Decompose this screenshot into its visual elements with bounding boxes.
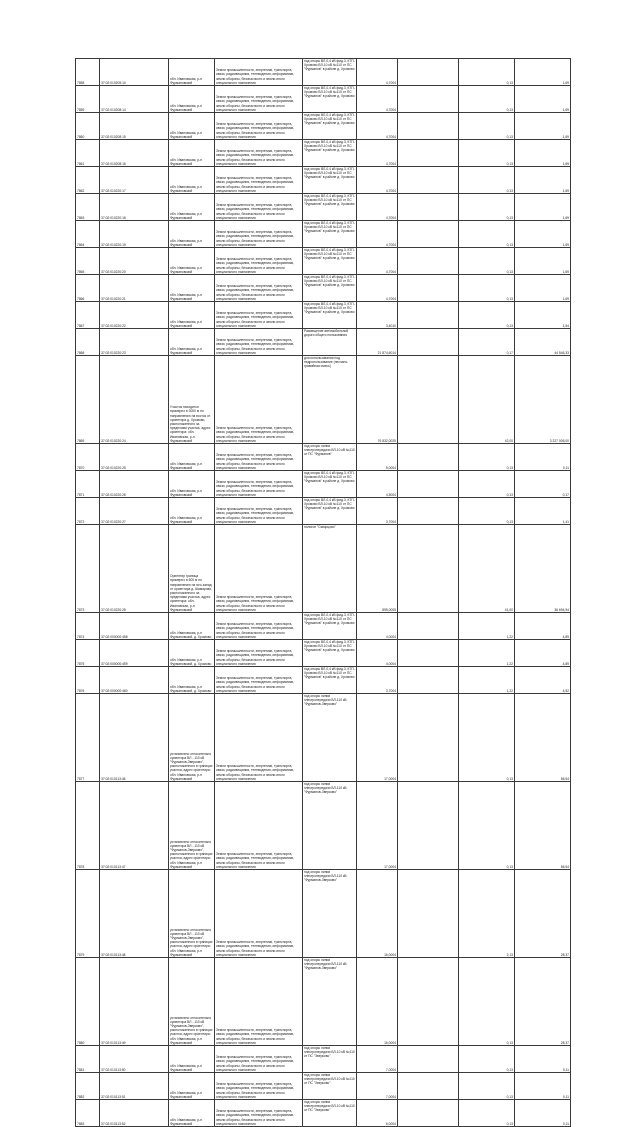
row-number-cell: 7868 [76,329,100,356]
amount-cell: 1,69 [515,167,571,194]
area-cell: 4,7004 [357,140,398,167]
permitted-use-cell: под опоры ВЛ-0,4 кВ фид.3, КТП-Хромово ВЛ-10 кВ №110 от ПС "Фурманов" в районе д. Хромово [303,140,357,167]
area-cell: 5,0004 [357,444,398,471]
area-cell: 3,7004 [357,667,398,694]
address-cell: обл. Ивановская, р-н Фурмановский [169,471,215,498]
cadastral-number-cell: 37:02:010113:48 [100,870,169,958]
rate-cell: 0,13 [459,498,515,525]
land-parcels-table [75,58,571,1127]
area-cell: 4,7004 [357,194,398,221]
table-body [76,59,571,1127]
row-number-cell: 7860 [76,113,100,140]
land-category-cell: Земли промышленности, энергетики, транспорта, связи, радиовещания, телевидения, информатики, земли обороны, безопасности и земли иного специального назначения [215,275,303,302]
land-category-cell: Земли промышленности, энергетики, транспорта, связи, радиовещания, телевидения, информатики, земли обороны, безопасности и земли иного специального назначения [215,221,303,248]
area-cell: 21 874,6014 [357,329,398,356]
empty-cell [398,1046,459,1073]
empty-cell [398,1100,459,1127]
land-category-cell: Земли промышленности, энергетики, транспорта, связи, радиовещания, телевидения, информатики, земли обороны, безопасности и земли иного специального назначения [215,1073,303,1100]
rate-cell: 0,13 [459,694,515,782]
cadastral-number-cell: 37:02:010220:17 [100,167,169,194]
area-cell: 16,0004 [357,958,398,1046]
rate-cell: 2,13 [459,870,515,958]
rate-cell: 0,13 [459,59,515,86]
rate-cell: 0,17 [459,329,515,356]
amount-cell: 56,54 [515,694,571,782]
land-category-cell: Земли промышленности, энергетики, транспорта, связи, радиовещания, телевидения, информатики, земли обороны, безопасности и земли иного специального назначения [215,167,303,194]
row-number-cell: 7862 [76,167,100,194]
permitted-use-cell: под опоры ВЛ-0,4 кВ фид.3, КТП-Хромово ВЛ-10 кВ №110 от ПС "Фурманов" в районе д. Хромово [303,498,357,525]
area-cell: 16,0004 [357,870,398,958]
cadastral-number-cell: 37:02:010220:20 [100,248,169,275]
amount-cell: 56,54 [515,782,571,870]
rate-cell: 0,13 [459,1073,515,1100]
row-number-cell: 7865 [76,248,100,275]
rate-cell: 0,13 [459,782,515,870]
table-row [76,275,571,302]
permitted-use-cell: под опоры ВЛ-0,4 кВ фид.3, КТП-Хромово ВЛ-10 кВ №110 от ПС "Фурманов" в районе д. Хромово [303,167,357,194]
table-row [76,471,571,498]
amount-cell: 3 227 005,00 [515,356,571,444]
address-cell: обл. Ивановская, р-н Фурмановский [169,194,215,221]
rate-cell: 41,00 [459,525,515,613]
rate-cell: 0,13 [459,248,515,275]
table-row [76,444,571,471]
land-category-cell: Земли промышленности, энергетики, транспорта, связи, радиовещания, телевидения, информатики, земли обороны, безопасности и земли иного специального назначения [215,59,303,86]
amount-cell: 28,37 [515,870,571,958]
cadastral-number-cell: 37:02:010220:27 [100,498,169,525]
table-row [76,302,571,329]
permitted-use-cell: под опоры ВЛ-0,4 кВ фид.3, КТП-Хромово ВЛ-10 кВ №110 от ПС "Фурманов" в районе д. Хромово [303,275,357,302]
empty-cell [398,498,459,525]
cadastral-number-cell: 37:02:000000:460 [100,667,169,694]
table-row [76,248,571,275]
permitted-use-cell: под опоры линии электропередачи ВЛ-10 кВ №110 от ПС "Зверково" [303,1073,357,1100]
cadastral-number-cell: 37:02:010220:24 [100,356,169,444]
row-number-cell: 7864 [76,221,100,248]
land-category-cell: Земли промышленности, энергетики, транспорта, связи, радиовещания, телевидения, информатики, земли обороны, безопасности и земли иного специального назначения [215,640,303,667]
address-cell: обл. Ивановская, р-н Фурмановский [169,329,215,356]
row-number-cell: 7859 [76,86,100,113]
area-cell: 3,4010 [357,302,398,329]
cadastral-number-cell: 37:02:000000:459 [100,640,169,667]
area-cell: 4,7004 [357,113,398,140]
empty-cell [398,444,459,471]
table-row [76,870,571,958]
area-cell: 4,7004 [357,86,398,113]
table-row [76,113,571,140]
land-category-cell: Земли промышленности, энергетики, транспорта, связи, радиовещания, телевидения, информатики, земли обороны, безопасности и земли иного специального назначения [215,471,303,498]
land-category-cell: Земли промышленности, энергетики, транспорта, связи, радиовещания, телевидения, информатики, земли обороны, безопасности и земли иного специального назначения [215,444,303,471]
address-cell: установлено относительно ориентира ВЛ - 110 кВ "Фурманов-Зверково", расположенного в границах участка, адрес ориентира: обл. Ивановская, р-н Фурмановский [169,694,215,782]
row-number-cell: 7875 [76,640,100,667]
table-row [76,1073,571,1100]
land-category-cell: Земли промышленности, энергетики, транспорта, связи, радиовещания, телевидения, информатики, земли обороны, безопасности и земли иного специального назначения [215,613,303,640]
table-row [76,1100,571,1127]
amount-cell: 1,69 [515,275,571,302]
amount-cell: 1,69 [515,59,571,86]
land-category-cell: Земли промышленности, энергетики, транспорта, связи, радиовещания, телевидения, информатики, земли обороны, безопасности и земли иного специального назначения [215,667,303,694]
rate-cell: 0,13 [459,1046,515,1073]
area-cell: 4,7004 [357,248,398,275]
address-cell: обл. Ивановская, р-н Фурмановский [169,59,215,86]
empty-cell [398,329,459,356]
table-row [76,329,571,356]
empty-cell [398,302,459,329]
amount-cell: 28,37 [515,958,571,1046]
amount-cell: 1,69 [515,221,571,248]
land-category-cell: Земли промышленности, энергетики, транспорта, связи, радиовещания, телевидения, информатики, земли обороны, безопасности и земли иного специального назначения [215,302,303,329]
empty-cell [398,167,459,194]
address-cell: обл. Ивановская, р-н Фурмановский [169,113,215,140]
row-number-cell: 7877 [76,694,100,782]
table-row [76,958,571,1046]
permitted-use-cell: под опоры линии электропередачи ВЛ-10 кВ №110 от ПС "Зверково" [303,1046,357,1073]
land-category-cell: Земли промышленности, энергетики, транспорта, связи, радиовещания, телевидения, информатики, земли обороны, безопасности и земли иного специального назначения [215,140,303,167]
area-cell: 6,0004 [357,1100,398,1127]
amount-cell: 1,69 [515,113,571,140]
land-category-cell: Земли промышленности, энергетики, транспорта, связи, радиовещания, телевидения, информатики, земли обороны, безопасности и земли иного специального назначения [215,958,303,1046]
rate-cell: 0,13 [459,221,515,248]
cadastral-number-cell: 37:02:010220:22 [100,302,169,329]
row-number-cell: 7879 [76,870,100,958]
table-row [76,640,571,667]
amount-cell: 4,52 [515,667,571,694]
cadastral-number-cell: 37:02:010220:28 [100,525,169,613]
land-category-cell: Земли промышленности, энергетики, транспорта, связи, радиовещания, телевидения, информатики, земли обороны, безопасности и земли иного специального назначения [215,1046,303,1073]
permitted-use-cell: под опоры ВЛ-0,4 кВ фид.3, КТП-Хромово ВЛ-10 кВ №110 от ПС "Фурманов" в районе д. Хромово [303,302,357,329]
amount-cell: 0,11 [515,1046,571,1073]
table-row [76,167,571,194]
empty-cell [398,525,459,613]
amount-cell: 1,69 [515,194,571,221]
address-cell: установлено относительно ориентира ВЛ - 110 кВ "Фурманов-Зверково", расположенного в границах участка, адрес ориентира: обл. Ивановская, р-н Фурмановский [169,958,215,1046]
cadastral-number-cell: 37:02:010208:14 [100,86,169,113]
table-row [76,667,571,694]
land-category-cell: Земли промышленности, энергетики, транспорта, связи, радиовещания, телевидения, информатики, земли обороны, безопасности и земли иного специального назначения [215,1100,303,1127]
land-category-cell: Земли промышленности, энергетики, транспорта, связи, радиовещания, телевидения, информатики, земли обороны, безопасности и земли иного специального назначения [215,525,303,613]
rate-cell: 0,13 [459,140,515,167]
rate-cell: 0,13 [459,471,515,498]
area-cell: 7,0004 [357,1073,398,1100]
amount-cell: 44 546,33 [515,329,571,356]
address-cell: обл. Ивановская, р-н Фурмановский, д. Хромово [169,640,215,667]
permitted-use-cell: под опоры ВЛ-0,4 кВ фид.3, КТП-Хромово ВЛ-10 кВ №110 от ПС "Фурманов" в районе д. Хромово [303,113,357,140]
row-number-cell: 7874 [76,613,100,640]
cadastral-number-cell: 37:02:010113:50 [100,1046,169,1073]
table-row [76,140,571,167]
permitted-use-cell: под опоры ВЛ-0,4 кВ фид.3, КТП-Хромово ВЛ-10 кВ №110 от ПС "Фурманов" в районе д. Хромово [303,613,357,640]
land-category-cell: Земли промышленности, энергетики, транспорта, связи, радиовещания, телевидения, информатики, земли обороны, безопасности и земли иного специального назначения [215,356,303,444]
permitted-use-cell: под опоры ВЛ-0,4 кВ фид.3, КТП-Хромово ВЛ-10 кВ №110 от ПС "Фурманов" в районе д. Хромово [303,248,357,275]
area-cell: 17,0004 [357,694,398,782]
rate-cell: 0,13 [459,958,515,1046]
amount-cell: 0,17 [515,471,571,498]
rate-cell: 0,13 [459,302,515,329]
permitted-use-cell: под опоры линии электропередачи ВЛ-110 кВ "Фурманов-Зверково" [303,870,357,958]
cadastral-number-cell: 37:02:010220:23 [100,329,169,356]
amount-cell: 1,41 [515,498,571,525]
cadastral-number-cell: 37:02:010113:49 [100,958,169,1046]
area-cell: 7,0004 [357,1046,398,1073]
permitted-use-cell: под опоры ВЛ-0,4 кВ фид.3, КТП-Хромово ВЛ-10 кВ №110 от ПС "Фурманов" в районе д. Хромово [303,667,357,694]
rate-cell: 0,13 [459,167,515,194]
empty-cell [398,140,459,167]
row-number-cell: 7880 [76,958,100,1046]
table-row [76,1046,571,1073]
area-cell: 4,7004 [357,275,398,302]
permitted-use-cell: под опоры линии электропередачи ВЛ-110 кВ "Фурманов-Зверково" [303,782,357,870]
cadastral-number-cell: 37:02:000000:458 [100,613,169,640]
address-cell: обл. Ивановская, р-н Фурмановский [169,86,215,113]
address-cell: обл. Ивановская, р-н Фурмановский [169,302,215,329]
rate-cell: 0,13 [459,444,515,471]
table-row [76,221,571,248]
permitted-use-cell: под опоры ВЛ-0,4 кВ фид.3, КТП-Хромово ВЛ-10 кВ №110 от ПС "Фурманов" в районе д. Хромово [303,59,357,86]
row-number-cell: 7881 [76,1046,100,1073]
amount-cell: 1,69 [515,140,571,167]
empty-cell [398,194,459,221]
permitted-use-cell: под опоры ВЛ-0,4 кВ фид.3, КТП-Хромово ВЛ-10 кВ №110 от ПС "Фурманов" в районе д. Хромово [303,86,357,113]
table-row [76,356,571,444]
cadastral-number-cell: 37:02:010113:51 [100,1073,169,1100]
address-cell: обл. Ивановская, р-н Фурмановский [169,167,215,194]
rate-cell: 0,13 [459,1100,515,1127]
empty-cell [398,86,459,113]
permitted-use-cell: под опоры линии электропередачи ВЛ-10 кВ №110 от ПС "Зверково" [303,1100,357,1127]
permitted-use-cell: под опоры линии электропередачи ВЛ-110 кВ "Фурманов-Зверково" [303,958,357,1046]
amount-cell: 0,11 [515,444,571,471]
address-cell: обл. Ивановская, р-н Фурмановский [169,1100,215,1127]
land-category-cell: Земли промышленности, энергетики, транспорта, связи, радиовещания, телевидения, информатики, земли обороны, безопасности и земли иного специального назначения [215,86,303,113]
land-category-cell: Земли промышленности, энергетики, транспорта, связи, радиовещания, телевидения, информатики, земли обороны, безопасности и земли иного специального назначения [215,248,303,275]
address-cell: установлено относительно ориентира ВЛ - 110 кВ "Фурманов-Зверково", расположенного в границах участка, адрес ориентира: обл. Ивановская, р-н Фурмановский [169,782,215,870]
empty-cell [398,870,459,958]
empty-cell [398,958,459,1046]
table-row [76,194,571,221]
row-number-cell: 7872 [76,498,100,525]
address-cell: обл. Ивановская, р-н Фурмановский [169,275,215,302]
cadastral-number-cell: 37:02:010208:15 [100,113,169,140]
address-cell: обл. Ивановская, р-н Фурмановский [169,444,215,471]
row-number-cell: 7866 [76,275,100,302]
table-row [76,613,571,640]
row-number-cell: 7869 [76,356,100,444]
row-number-cell: 7883 [76,1100,100,1127]
area-cell: 3,7004 [357,498,398,525]
cadastral-number-cell: 37:02:010113:46 [100,694,169,782]
address-cell: обл. Ивановская, р-н Фурмановский [169,498,215,525]
land-category-cell: Земли промышленности, энергетики, транспорта, связи, радиовещания, телевидения, информатики, земли обороны, безопасности и земли иного специального назначения [215,498,303,525]
empty-cell [398,59,459,86]
table-row [76,694,571,782]
address-cell: установлено относительно ориентира ВЛ - 110 кВ "Фурманов-Зверково", расположенного в границах участка, адрес ориентира: обл. Ивановская, р-н Фурмановский [169,870,215,958]
row-number-cell: 7870 [76,444,100,471]
amount-cell: 1,69 [515,248,571,275]
empty-cell [398,782,459,870]
permitted-use-cell: под опоры линии электропередачи ВЛ-10 кВ №110 от ПС "Фурманов" [303,444,357,471]
area-cell: 4,0004 [357,613,398,640]
cadastral-number-cell: 37:02:010113:52 [100,1100,169,1127]
amount-cell: 0,11 [515,1100,571,1127]
land-category-cell: Земли промышленности, энергетики, транспорта, связи, радиовещания, телевидения, информатики, земли обороны, безопасности и земли иного специального назначения [215,694,303,782]
permitted-use-cell: под опоры ВЛ-0,4 кВ фид.3, КТП-Хромово ВЛ-10 кВ №110 от ПС "Фурманов" в районе д. Хромово [303,471,357,498]
address-cell: обл. Ивановская, р-н Фурмановский [169,1073,215,1100]
cadastral-number-cell: 37:02:010208:16 [100,140,169,167]
area-cell: 17,0004 [357,782,398,870]
empty-cell [398,113,459,140]
area-cell: 4,7004 [357,221,398,248]
empty-cell [398,613,459,640]
table-row [76,86,571,113]
amount-cell: 4,89 [515,613,571,640]
amount-cell: 1,69 [515,86,571,113]
address-cell: обл. Ивановская, р-н Фурмановский [169,1046,215,1073]
address-cell: обл. Ивановская, р-н Фурмановский, д. Хромово [169,667,215,694]
row-number-cell: 7861 [76,140,100,167]
row-number-cell: 7878 [76,782,100,870]
rate-cell: 0,13 [459,86,515,113]
permitted-use-cell: под опоры ВЛ-0,4 кВ фид.3, КТП-Хромово ВЛ-10 кВ №110 от ПС "Фурманов" в районе д. Хромово [303,640,357,667]
rate-cell: 0,13 [459,275,515,302]
empty-cell [398,275,459,302]
land-category-cell: Земли промышленности, энергетики, транспорта, связи, радиовещания, телевидения, информатики, земли обороны, безопасности и земли иного специального назначения [215,870,303,958]
address-cell: обл. Ивановская, р-н Фурмановский, д. Хромово [169,613,215,640]
permitted-use-cell: под опоры линии электропередачи ВЛ-110 кВ "Фурманов-Зверково" [303,694,357,782]
permitted-use-cell: под опоры ВЛ-0,4 кВ фид.3, КТП-Хромово ВЛ-10 кВ №110 от ПС "Фурманов" в районе д. Хромово [303,221,357,248]
cadastral-number-cell: 37:02:010220:21 [100,275,169,302]
cadastral-number-cell: 37:02:010220:18 [100,194,169,221]
row-number-cell: 7882 [76,1073,100,1100]
row-number-cell: 7867 [76,302,100,329]
address-cell: Участок находится примерно в 3000 м по направлению на восток от ориентира д. Хромово, расположенного за пределами участка, адрес ориентира: обл. Ивановская, р-н Фурмановский [169,356,215,444]
address-cell: обл. Ивановская, р-н Фурмановский [169,248,215,275]
cadastral-number-cell: 37:02:010113:47 [100,782,169,870]
address-cell: обл. Ивановская, р-н Фурмановский [169,221,215,248]
table-row [76,59,571,86]
address-cell: обл. Ивановская, р-н Фурмановский [169,140,215,167]
register-sheet [75,58,570,1127]
amount-cell: 36 694,94 [515,525,571,613]
land-category-cell: Земли промышленности, энергетики, транспорта, связи, радиовещания, телевидения, информатики, земли обороны, безопасности и земли иного специального назначения [215,113,303,140]
table-row [76,498,571,525]
row-number-cell: 7873 [76,525,100,613]
empty-cell [398,640,459,667]
land-category-cell: Земли промышленности, энергетики, транспорта, связи, радиовещания, телевидения, информатики, земли обороны, безопасности и земли иного специального назначения [215,329,303,356]
table-row [76,525,571,613]
row-number-cell: 7863 [76,194,100,221]
rate-cell: 42,00 [459,356,515,444]
amount-cell: 4,89 [515,640,571,667]
amount-cell: 0,11 [515,1073,571,1100]
row-number-cell: 7858 [76,59,100,86]
table-row [76,782,571,870]
empty-cell [398,356,459,444]
area-cell: 895,0005 [357,525,398,613]
area-cell: 4,7004 [357,167,398,194]
area-cell: 4,5004 [357,471,398,498]
area-cell: 4,0004 [357,640,398,667]
rate-cell: 1,22 [459,667,515,694]
empty-cell [398,694,459,782]
empty-cell [398,248,459,275]
cadastral-number-cell: 37:02:010220:26 [100,471,169,498]
land-category-cell: Земли промышленности, энергетики, транспорта, связи, радиовещания, телевидения, информатики, земли обороны, безопасности и земли иного специального назначения [215,194,303,221]
area-cell: 76 832,0025 [357,356,398,444]
rate-cell: 0,13 [459,194,515,221]
empty-cell [398,667,459,694]
address-cell: Ориентир граница примерно в 600 м по направлению на юго-запад от ориентира д. Шамарово, расположенного за пределами участка, адрес ориентира: обл. Ивановская, р-н Фурмановский [169,525,215,613]
rate-cell: 1,22 [459,640,515,667]
permitted-use-cell: Размещение автомобильной дороги общего пользования [303,329,357,356]
cadastral-number-cell: 37:02:010220:19 [100,221,169,248]
cadastral-number-cell: 37:02:010205:10 [100,59,169,86]
empty-cell [398,471,459,498]
cadastral-number-cell: 37:02:010220:25 [100,444,169,471]
permitted-use-cell: для использования под недропользование (песчано-гравийная смесь) [303,356,357,444]
rate-cell: 1,22 [459,613,515,640]
amount-cell: 1,54 [515,302,571,329]
rate-cell: 0,13 [459,113,515,140]
permitted-use-cell: полигон "Скворцово" [303,525,357,613]
permitted-use-cell: под опоры ВЛ-0,4 кВ фид.3, КТП-Хромово ВЛ-10 кВ №110 от ПС "Фурманов" в районе д. Хромово [303,194,357,221]
land-category-cell: Земли промышленности, энергетики, транспорта, связи, радиовещания, телевидения, информатики, земли обороны, безопасности и земли иного специального назначения [215,782,303,870]
row-number-cell: 7876 [76,667,100,694]
empty-cell [398,221,459,248]
empty-cell [398,1073,459,1100]
row-number-cell: 7871 [76,471,100,498]
area-cell: 4,7004 [357,59,398,86]
